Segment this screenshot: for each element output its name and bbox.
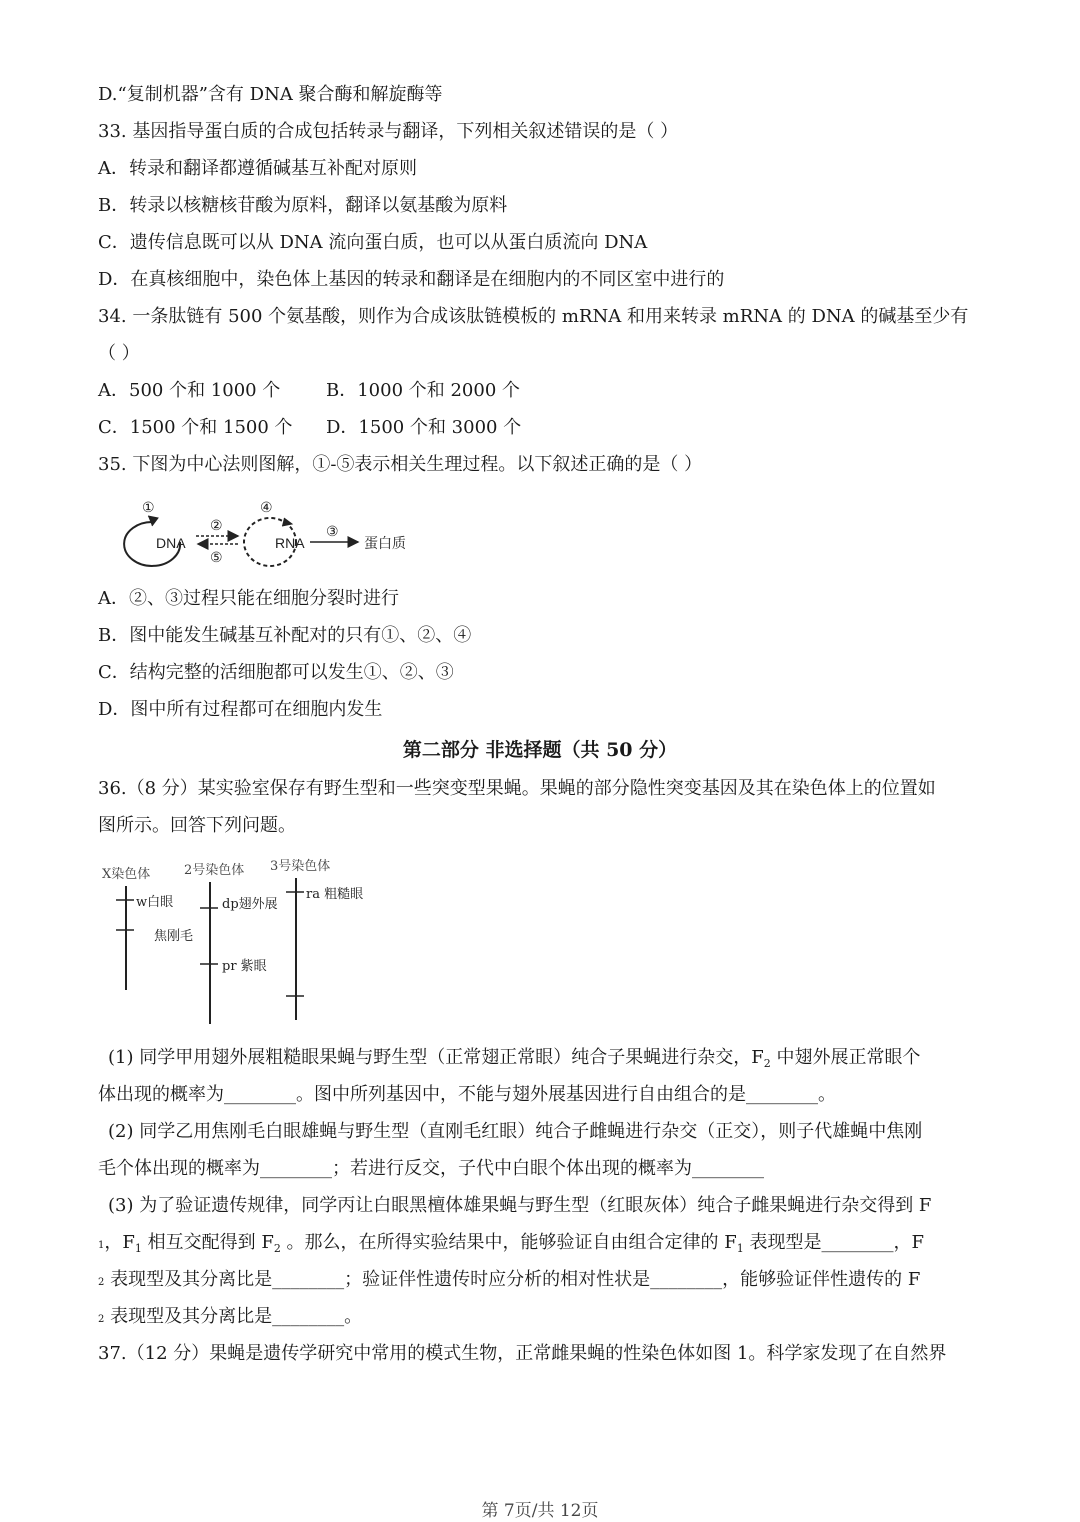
q36-stem-line2: 图所示。回答下列问题。 [98, 815, 296, 836]
q36-part2-line2: 毛个体出现的概率为________；若进行反交，子代中白眼个体出现的概率为________ [98, 1158, 764, 1179]
circled-4: ④ [260, 500, 273, 516]
gene-dp: dp翅外展 [222, 897, 278, 912]
gene-w: w白眼 [136, 895, 174, 910]
q33-option-c: C．遗传信息既可以从 DNA 流向蛋白质，也可以从蛋白质流向 DNA [98, 232, 648, 253]
q36-part1-line2: 体出现的概率为________。图中所列基因中，不能与翅外展基因进行自由组合的是________。 [98, 1084, 836, 1105]
q36-part3-line4: 2 表现型及其分离比是________。 [98, 1306, 363, 1327]
q33-stem: 33. 基因指导蛋白质的合成包括转录与翻译，下列相关叙述错误的是（ ） [98, 121, 679, 142]
page-footer: 第 7页/共 12页 [481, 1501, 599, 1521]
q32-option-d: D.“复制机器”含有 DNA 聚合酶和解旋酶等 [98, 84, 443, 105]
q36-part1-line1: (1) 同学甲用翅外展粗糙眼果蝇与野生型（正常翅正常眼）纯合子果蝇进行杂交，$F_2$ 中翅外展正常眼个 [108, 1047, 921, 1070]
x-chromosome-label: X染色体 [102, 867, 151, 882]
q35-stem: 35. 下图为中心法则图解，①-⑤表示相关生理过程。以下叙述正确的是（ ） [98, 454, 703, 475]
q34-option-a: A．500 个和 1000 个 [98, 380, 281, 401]
q36-stem-line1: 36.（8 分）某实验室保存有野生型和一些突变型果蝇。果蝇的部分隐性突变基因及其在染色体上的位置如 [98, 778, 936, 799]
q34-option-c: C．1500 个和 1500 个 [98, 417, 293, 438]
q36-part3-line1: (3) 为了验证遗传规律，同学丙让白眼黑檀体雄果蝇与野生型（红眼灰体）纯合子雌果蝇进行杂交得到 F [108, 1195, 932, 1216]
gene-ra: ra 粗糙眼 [306, 887, 364, 902]
q36-part2-line1: (2) 同学乙用焦刚毛白眼雄蝇与野生型（直刚毛红眼）纯合子雌蝇进行杂交（正交），则子代雄蝇中焦刚 [108, 1121, 923, 1142]
q34-paren: （ ） [98, 343, 140, 364]
q37-stem: 37.（12 分）果蝇是遗传学研究中常用的模式生物，正常雌果蝇的性染色体如图 1。科学家发现了在自然界 [98, 1343, 947, 1364]
protein-label: 蛋白质 [364, 536, 406, 552]
q36-part3-line2: 1，$F_1$ 相互交配得到 $F_2$ 。那么，在所得实验结果中，能够验证自由组合定律的 $F_1$ 表现型是________，F [98, 1232, 924, 1255]
q33-option-a: A．转录和翻译都遵循碱基互补配对原则 [98, 158, 417, 179]
q33-option-b: B．转录以核糖核苷酸为原料，翻译以氨基酸为原料 [98, 195, 508, 216]
q34-stem: 34. 一条肽链有 500 个氨基酸，则作为合成该肽链模板的 mRNA 和用来转录 mRNA 的 DNA 的碱基至少有 [98, 306, 969, 327]
chromosome-3-label: 3号染色体 [270, 859, 331, 874]
q34-option-d: D．1500 个和 3000 个 [326, 417, 522, 438]
part2-heading: 第二部分 非选择题（共 50 分） [402, 739, 678, 761]
q35-option-b: B．图中能发生碱基互补配对的只有①、②、④ [98, 625, 472, 646]
q35-option-c: C．结构完整的活细胞都可以发生①、②、③ [98, 662, 454, 683]
circled-2: ② [210, 518, 223, 534]
chromosome-2-label: 2号染色体 [184, 863, 245, 878]
chromosome-figure [98, 852, 378, 1028]
circled-5: ⑤ [210, 550, 223, 566]
gene-jiao: 焦刚毛 [154, 929, 194, 944]
q35-option-a: A．②、③过程只能在细胞分裂时进行 [98, 588, 399, 609]
circled-1: ① [142, 500, 155, 516]
dna-label: DNA [156, 535, 186, 551]
q34-option-b: B．1000 个和 2000 个 [326, 380, 521, 401]
q33-option-d: D．在真核细胞中，染色体上基因的转录和翻译是在细胞内的不同区室中进行的 [98, 269, 725, 290]
q36-part3-line3: 2 表现型及其分离比是________；验证伴性遗传时应分析的相对性状是________，能够验证伴性遗传的 F [98, 1269, 921, 1290]
rna-label: RNA [275, 535, 305, 551]
circled-3: ③ [326, 524, 339, 540]
gene-pr: pr 紫眼 [222, 959, 267, 974]
central-dogma-diagram [118, 496, 428, 576]
q35-option-d: D．图中所有过程都可在细胞内发生 [98, 699, 383, 720]
